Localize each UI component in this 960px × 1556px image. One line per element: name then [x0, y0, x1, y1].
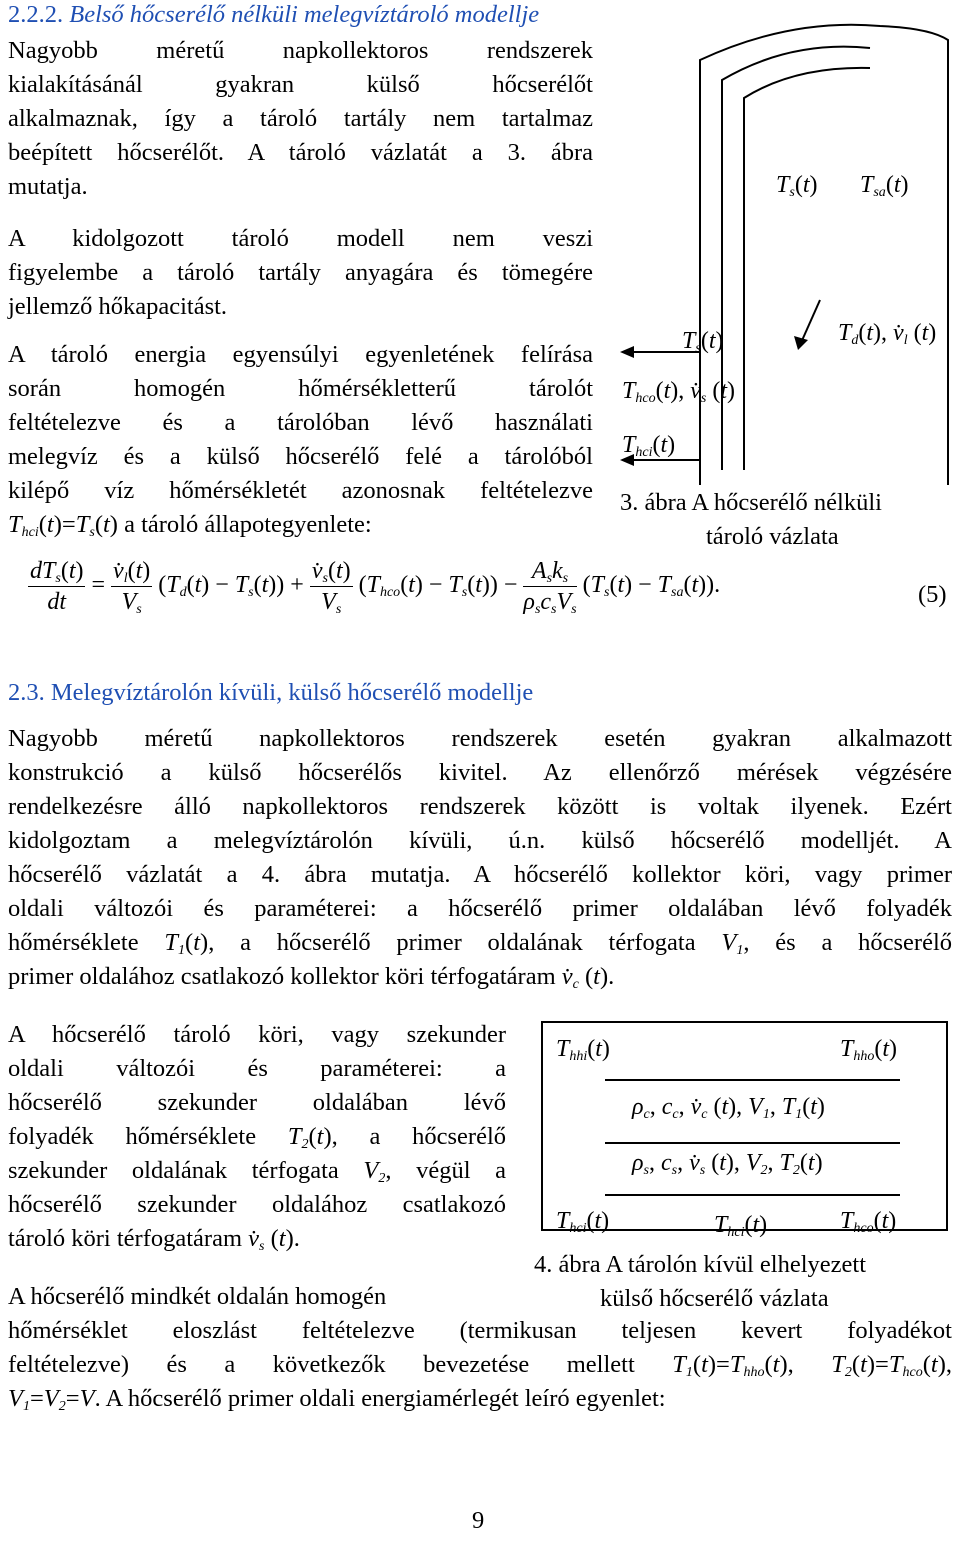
text-line: Nagyobb méretű napkollektoros rendszerek esetén gyakran alkalmazott — [8, 725, 952, 752]
text-line: kialakításánál gyakran külső hőcserélőt — [8, 71, 593, 98]
text-line: hőcserélő vázlatát a 4. ábra mutatja. A hőcserélő kollektor köri, vagy primer — [8, 861, 952, 888]
section-number: 2.2.2. — [8, 1, 64, 28]
equation-number: (5) — [918, 581, 947, 608]
figure-4-caption: 4. ábra A tárolón kívül elhelyezett — [534, 1251, 867, 1278]
text-line: $V_1=V_2=V$. A hőcserélő primer oldali energiamérlegét leíró egyenlet: — [8, 1385, 666, 1414]
figure-3-caption: 3. ábra A hőcserélő nélküli — [620, 489, 882, 516]
text-line: figyelembe a tároló tartály anyagára és tömegére — [8, 259, 593, 286]
text-line: oldali változói és paraméterei: a hőcserélő primer oldalában lévő folyadék — [8, 895, 952, 922]
section-title: Belső hőcserélő nélküli melegvíztároló modellje — [69, 1, 540, 28]
label-thhi: $T_{hhi}(t)$ — [556, 1036, 610, 1064]
label-thco-vs: $T_{hco}(t)$, $v̇_s$ (t) — [622, 378, 736, 406]
text-line: konstrukció a külső hőcserélős kivitel. Az ellenőrző mérések végzésére — [8, 759, 952, 786]
text-line: szekunder oldalának térfogata $V_2$, végül a — [8, 1157, 507, 1186]
text-line: primer oldalához csatlakozó kollektor köri térfogatáram $v̇_c$ (t). — [8, 963, 615, 992]
text-line: alkalmaznak, így a tároló tartály nem tartalmaz — [8, 105, 593, 132]
figure-4-caption-2: külső hőcserélő vázlata — [600, 1285, 829, 1312]
text-line: folyadék hőmérséklete $T_2(t)$, a hőcserélő — [8, 1123, 507, 1152]
section-title: Melegvíztárolón kívüli, külső hőcserélő modellje — [50, 679, 534, 706]
label-thci-out: $T_{hci}(t)$ — [714, 1212, 768, 1240]
text-line: hőcserélő szekunder oldalában lévő — [8, 1089, 506, 1116]
paragraph-homogeneous — [8, 1314, 952, 1416]
label-thco-4: $T_{hco}(t)$ — [840, 1208, 897, 1236]
text-line: $T_{hci}(t)=T_s(t)$ a tároló állapotegyenlete: — [8, 511, 372, 540]
text-line: beépített hőcserélőt. A tároló vázlatát a 3. ábra — [8, 139, 593, 166]
section-number: 2.3. — [8, 679, 45, 706]
label-tsa: $T_{sa}(t)$ — [860, 172, 909, 200]
text-line: rendelkezésre álló napkollektoros rendszerek között is voltak ilyenek. Ezért — [8, 793, 952, 820]
text-line: mutatja. — [8, 173, 88, 200]
text-line: kilépő víz hőmérsékletét azonosnak feltételezve — [8, 477, 593, 504]
text-line: hőmérséklete $T_1(t)$, a hőcserélő primer oldalának térfogata $V_1$, és a hőcserélő — [8, 929, 953, 958]
text-line: hőcserélő szekunder oldalához csatlakozó — [8, 1191, 506, 1218]
text-line: Nagyobb méretű napkollektoros rendszerek — [8, 37, 593, 64]
label-ts-left: $T_s(t)$ — [682, 328, 724, 356]
text-line: feltételezve és a tárolóban lévő használati — [8, 409, 593, 436]
text-line: során homogén hőmérsékletterű tárolót — [8, 375, 593, 402]
text-line: A tároló energia egyensúlyi egyenletének felírása — [8, 341, 593, 368]
label-secondary-params: $\rho_s$, $c_s$, $v̇_s$ (t), $V_2$, $T_2(t)$ — [632, 1150, 823, 1178]
paragraph-homogeneous-first: A hőcserélő mindkét oldalán homogén — [8, 1283, 387, 1310]
text-line: kidolgoztam a melegvíztárolón kívüli, ú.n. külső hőcserélő modelljét. A — [8, 827, 952, 854]
text-line: jellemző hőkapacitást. — [8, 293, 228, 320]
label-ts: $T_s(t)$ — [776, 172, 818, 200]
text-line: oldali változói és paraméterei: a — [8, 1055, 506, 1082]
text-line: hőmérséklet eloszlást feltételezve (termikusan teljesen kevert folyadékot — [8, 1317, 952, 1344]
label-thci: $T_{hci}(t)$ — [622, 432, 676, 460]
text-line: feltételezve) és a következők bevezetése mellett $T_1(t)=T_{hho}(t)$, $T_2(t)=T_{hco}(t)$, — [8, 1351, 952, 1380]
equation-5: $\frac{dT_s(t)}{dt}$ = $\frac{v̇_l(t)}{V_s}$ $(T_d(t) - T_s(t))$ + $\frac{v̇_s(t)}{V_s}$ $(T_{hco}(t) - T_s(t))$ − $\frac{A_sk_s}{\rho_sc_sV_s}$ $(T_s(t) - T_{sa}(t))$. — [30, 558, 721, 617]
label-thci-4: $T_{hci}(t)$ — [556, 1208, 610, 1236]
text-line: tároló köri térfogatáram $v̇_s$ (t). — [8, 1225, 300, 1254]
page-number: 9 — [472, 1507, 485, 1534]
figure-3-caption-2: tároló vázlata — [706, 523, 839, 550]
label-td-vl: $T_d(t)$, $v̇_l$ (t) — [838, 320, 937, 348]
text-line: A hőcserélő tároló köri, vagy szekunder — [8, 1021, 506, 1048]
text-line: A kidolgozott tároló modell nem veszi — [8, 225, 593, 252]
label-primer-params: $\rho_c$, $c_c$, $v̇_c$ (t), $V_1$, $T_1(t)$ — [632, 1094, 825, 1122]
text-line: melegvíz és a külső hőcserélő felé a tárolóból — [8, 443, 593, 470]
label-thho: $T_{hho}(t)$ — [840, 1036, 898, 1064]
